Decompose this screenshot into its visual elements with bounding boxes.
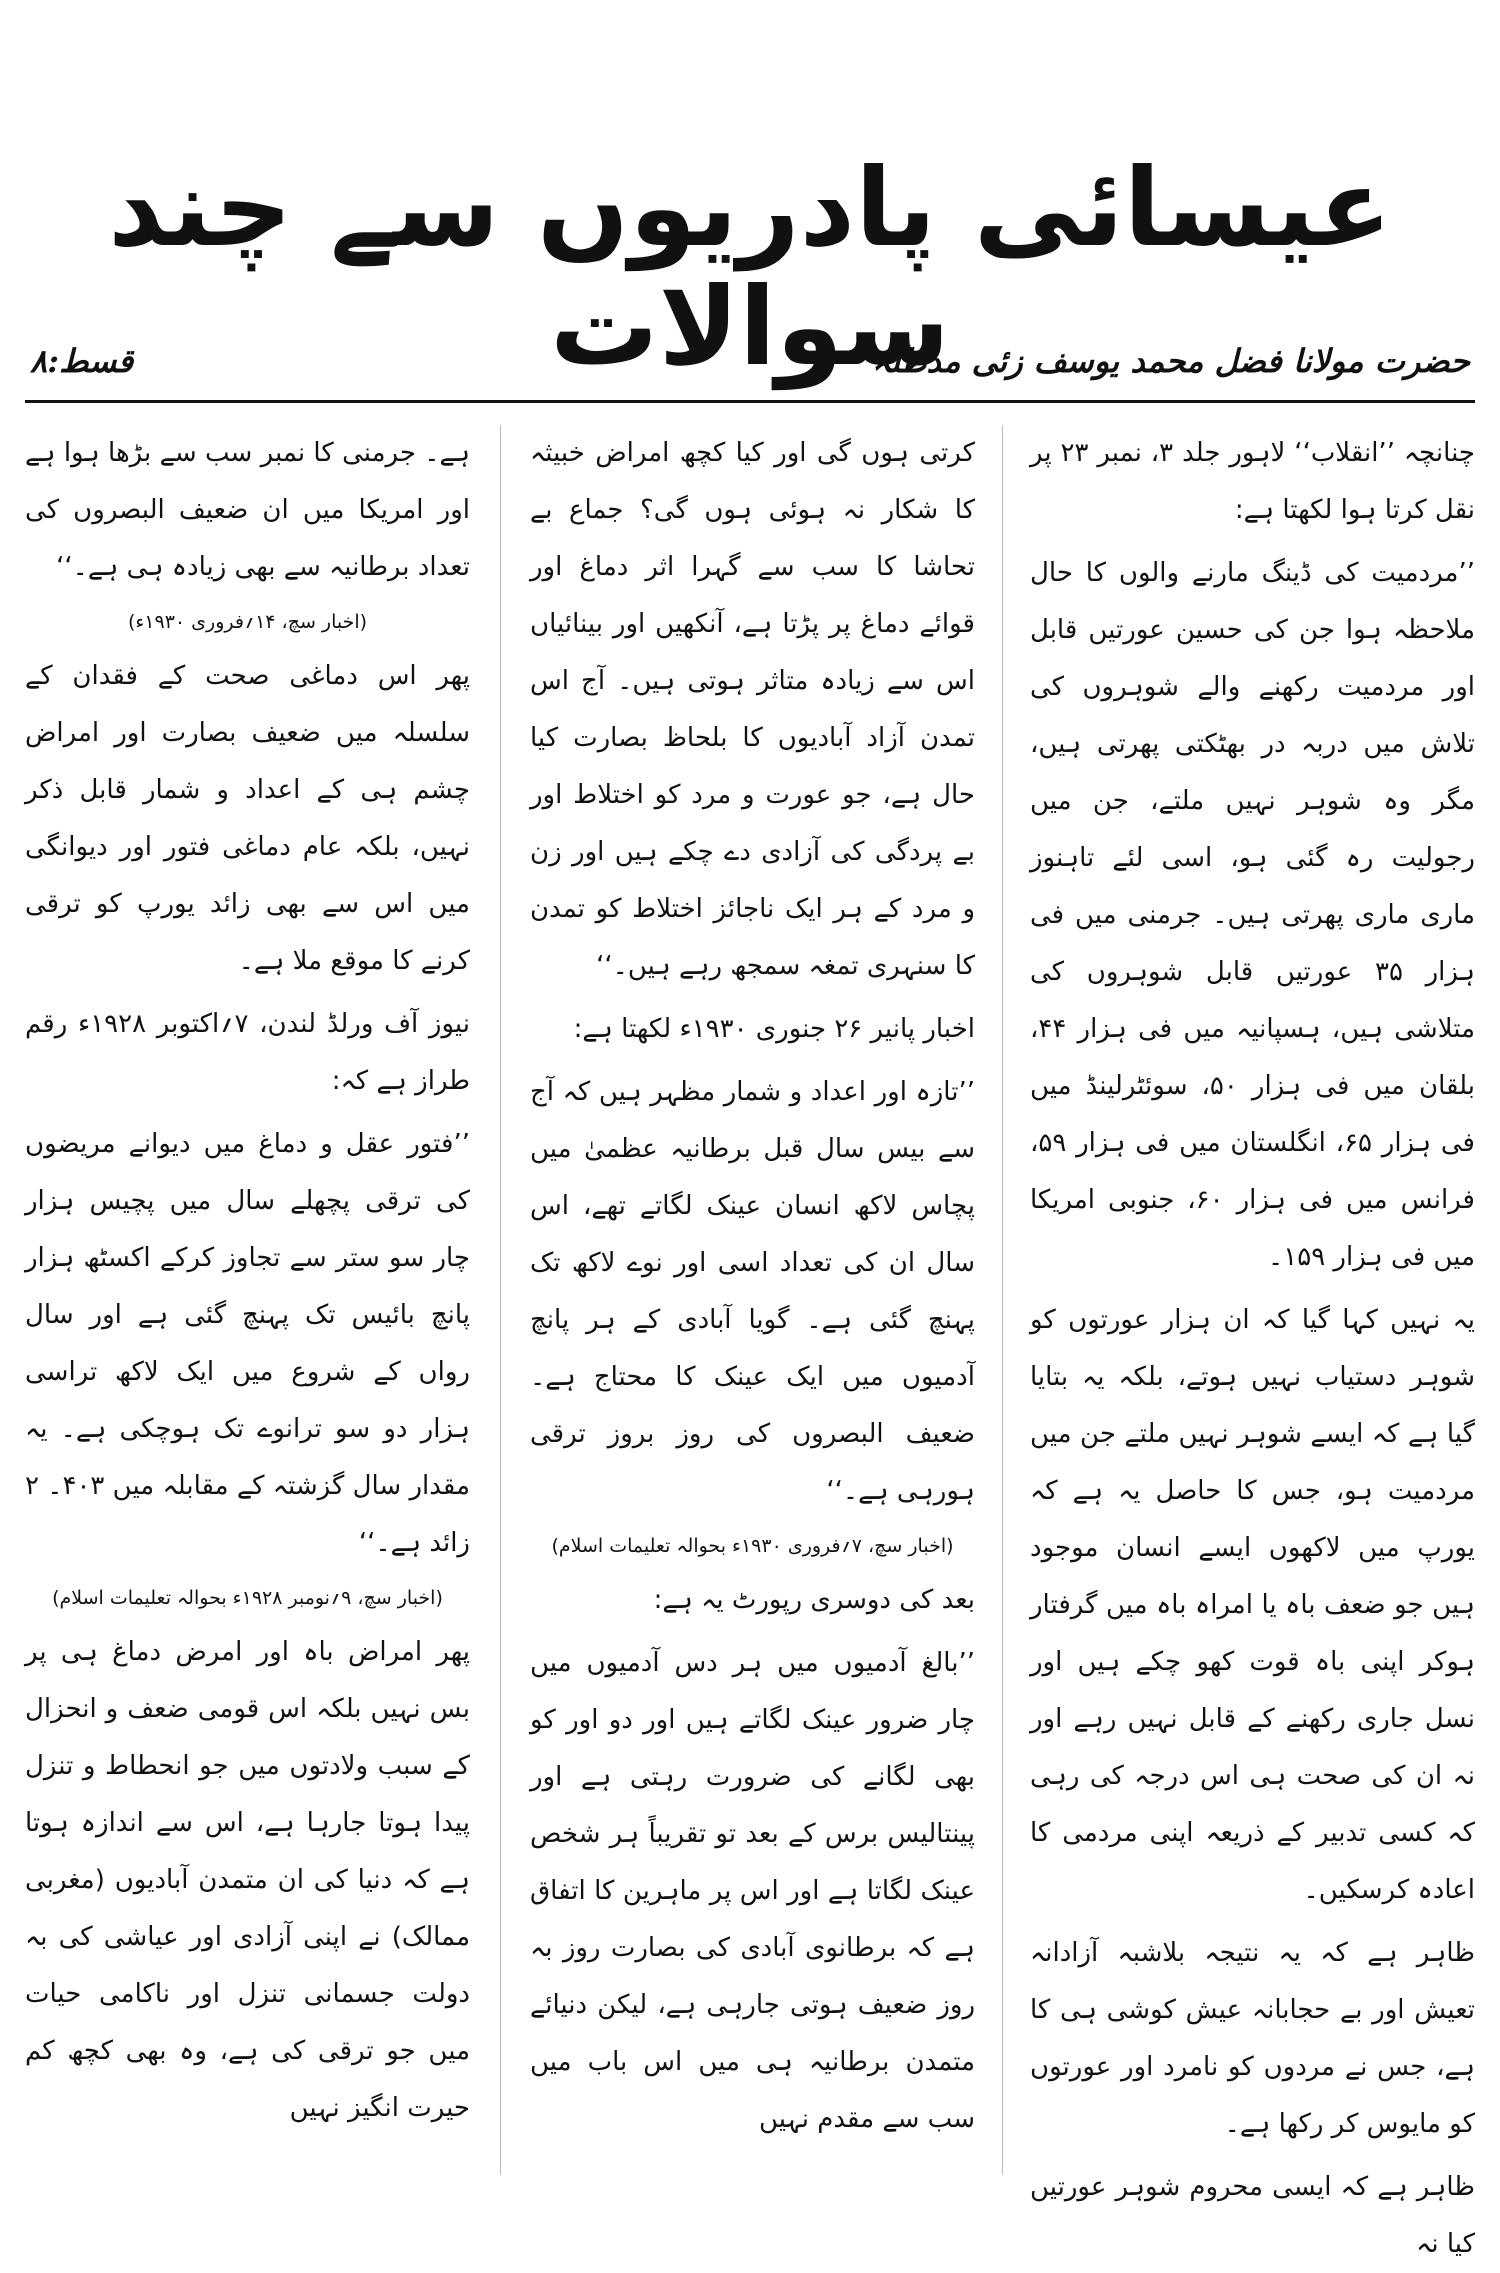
byline bbox=[30, 342, 1470, 392]
source-citation: (اخبار سچ، ۱۴؍فروری ۱۹۳۰ء) bbox=[127, 611, 368, 633]
column-divider bbox=[500, 425, 501, 2175]
column-3 bbox=[25, 425, 470, 2175]
paragraph: ’’بالغ آدمیوں میں ہر دس آدمیوں میں چار ضرور عینک لگاتے ہیں اور دو اور کو بھی لگانے کی ضرورت رہتی ہے اور پینتالیس برس کے بعد تو تقریباً ہر شخص عینک لگاتا ہے اور اس پر ماہرین کا اتفاق ہے کہ برطانوی آبادی کی بصارت روز بہ روز ضعیف ہوتی جارہی ہے، لیکن دنیائے متمدن برطانیہ ہی میں اس باب میں سب سے مقدم نہیں bbox=[530, 1648, 975, 2134]
column-1 bbox=[1030, 425, 1476, 2259]
paragraph: پھر اس دماغی صحت کے فقدان کے سلسلہ میں ضعیف بصارت اور امراض چشم ہی کے اعداد و شمار قابل ذکر نہیں، بلکہ عام دماغی فتور اور دیوانگی میں اس سے بھی زائد یورپ کو ترقی کرنے کا موقع ملا ہے۔ bbox=[25, 661, 470, 976]
paragraph: ہے۔ جرمنی کا نمبر سب سے بڑھا ہوا ہے اور امریکا میں ان ضعیف البصروں کی تعداد برطانیہ سے بھی زیادہ ہی ہے۔‘‘ bbox=[25, 438, 470, 582]
quote-intro: نیوز آف ورلڈ لندن، ۷؍اکتوبر ۱۹۲۸ء رقم طراز ہے کہ: bbox=[25, 1009, 470, 1096]
paragraph: چنانچہ ’’انقلاب‘‘ لاہور جلد ۳، نمبر ۲۳ پر نقل کرتا ہوا لکھتا ہے: bbox=[1030, 438, 1475, 525]
paragraph: ظاہر ہے کہ یہ نتیجہ بلاشبہ آزادانہ تعیش اور بے حجابانہ عیش کوشی ہی کا ہے، جس نے مردوں کو نامرد اور عورتوں کو مایوس کر رکھا ہے۔ bbox=[1030, 1938, 1475, 2139]
paragraph: ’’مردمیت کی ڈینگ مارنے والوں کا حال ملاحظہ ہوا جن کی حسین عورتیں قابل اور مردمیت رکھنے والے شوہروں کی تلاش میں دربہ در بھٹکتی پھرتی ہیں، مگر وہ شوہر نہیں ملتے، جن میں رجولیت رہ گئی ہو، اسی لئے تاہنوز ماری ماری پھرتی ہیں۔ جرمنی میں فی ہزار ۳۵ عورتیں قابل شوہروں کی متلاشی ہیں، ہسپانیہ میں فی ہزار ۴۴، بلقان میں فی ہزار ۵۰، سوئٹرلینڈ میں فی ہزار ۶۵، انگلستان میں فی ہزار ۵۹، فرانس میں فی ہزار ۶۰، جنوبی امریکا میں فی ہزار ۱۵۹۔ bbox=[1030, 558, 1476, 1272]
quote-intro: بعد کی دوسری رپورٹ یہ ہے: bbox=[653, 1585, 975, 1615]
paragraph: کرتی ہوں گی اور کیا کچھ امراض خبیثہ کا شکار نہ ہوئی ہوں گی؟ جماع بے تحاشا کا سب سے گہرا اثر دماغ اور قوائے دماغ پر پڑتا ہے، آنکھیں اور بینائیاں اس سے زیادہ متاثر ہوتی ہیں۔ آج اس تمدن آزاد آبادیوں کا بلحاظ بصارت کیا حال ہے، جو عورت و مرد کو اختلاط اور بے پردگی کی آزادی دے چکے ہیں اور زن و مرد کے ہر ایک ناجائز اختلاط کو تمدن کا سنہری تمغہ سمجھ رہے ہیں۔‘‘ bbox=[530, 438, 975, 981]
column-divider bbox=[1002, 425, 1003, 2175]
paragraph: یہ نہیں کہا گیا کہ ان ہزار عورتوں کو شوہر دستیاب نہیں ہوتے، بلکہ یہ بتایا گیا ہے کہ ایسے شوہر نہیں ملتے جن میں مردمیت ہو، جس کا حاصل یہ ہے کہ یورپ میں لاکھوں ایسے انسان موجود ہیں جو ضعف باہ یا امراہ باہ میں گرفتار ہوکر اپنی باہ قوت کھو چکے ہیں اور نسل جاری رکھنے کے قابل نہیں رہے اور نہ ان کی صحت ہی اس درجہ کی رہی کہ کسی تدبیر کے ذریعہ اپنی مردمی کا اعادہ کرسکیں۔ bbox=[1030, 1305, 1475, 1905]
header-rule bbox=[25, 400, 1475, 403]
author-name: حضرت مولانا فضل محمد یوسف زئی مدظلہ bbox=[871, 342, 1470, 380]
source-citation: (اخبار سچ، ۹؍نومبر ۱۹۲۸ء بحوالہ تعلیمات اسلام) bbox=[52, 1587, 443, 1609]
paragraph: ’’فتور عقل و دماغ میں دیوانے مریضوں کی ترقی پچھلے سال میں پچیس ہزار چار سو ستر سے تجاوز کرکے اکسٹھ ہزار پانچ بائیس تک پہنچ گئی ہے اور سال رواں کے شروع میں ایک لاکھ تراسی ہزار دو سو ترانوے تک ہوچکی ہے۔ یہ مقدار سال گزشتہ کے مقابلہ میں ۴۰۳۔ ۲ زائد ہے۔‘‘ bbox=[25, 1129, 470, 1558]
part-number: قسط:۸ bbox=[30, 342, 134, 380]
source-citation: (اخبار سچ، ۷؍فروری ۱۹۳۰ء بحوالہ تعلیمات اسلام) bbox=[551, 1535, 954, 1557]
quote-intro: اخبار پانیر ۲۶ جنوری ۱۹۳۰ء لکھتا ہے: bbox=[573, 1014, 975, 1044]
column-2 bbox=[530, 425, 975, 2175]
paragraph: ظاہر ہے کہ ایسی محروم شوہر عورتیں کیا نہ bbox=[1030, 2172, 1475, 2259]
article-title: عیسائی پادریوں سے چند سوالات bbox=[108, 146, 1392, 390]
paragraph: پھر امراض باہ اور امرض دماغ ہی پر بس نہیں بلکہ اس قومی ضعف و انحزال کے سبب ولادتوں میں جو انحطاط و تنزل پیدا ہوتا جارہا ہے، اس سے اندازہ ہوتا ہے کہ دنیا کی ان متمدن آبادیوں (مغربی ممالک) نے اپنی آزادی اور عیاشی کی بہ دولت جسمانی تنزل اور ناکامی حیات میں جو ترقی کی ہے، وہ بھی کچھ کم حیرت انگیز نہیں bbox=[25, 1637, 470, 2123]
paragraph: ’’تازہ اور اعداد و شمار مظہر ہیں کہ آج سے بیس سال قبل برطانیہ عظمیٰ میں پچاس لاکھ انسان عینک لگاتے تھے، اس سال ان کی تعداد اسی اور نوے لاکھ تک پہنچ گئی ہے۔ گویا آبادی کے ہر پانچ آدمیوں میں ایک عینک کا محتاج ہے۔ ضعیف البصروں کی روز بروز ترقی ہورہی ہے۔‘‘ bbox=[530, 1077, 975, 1506]
